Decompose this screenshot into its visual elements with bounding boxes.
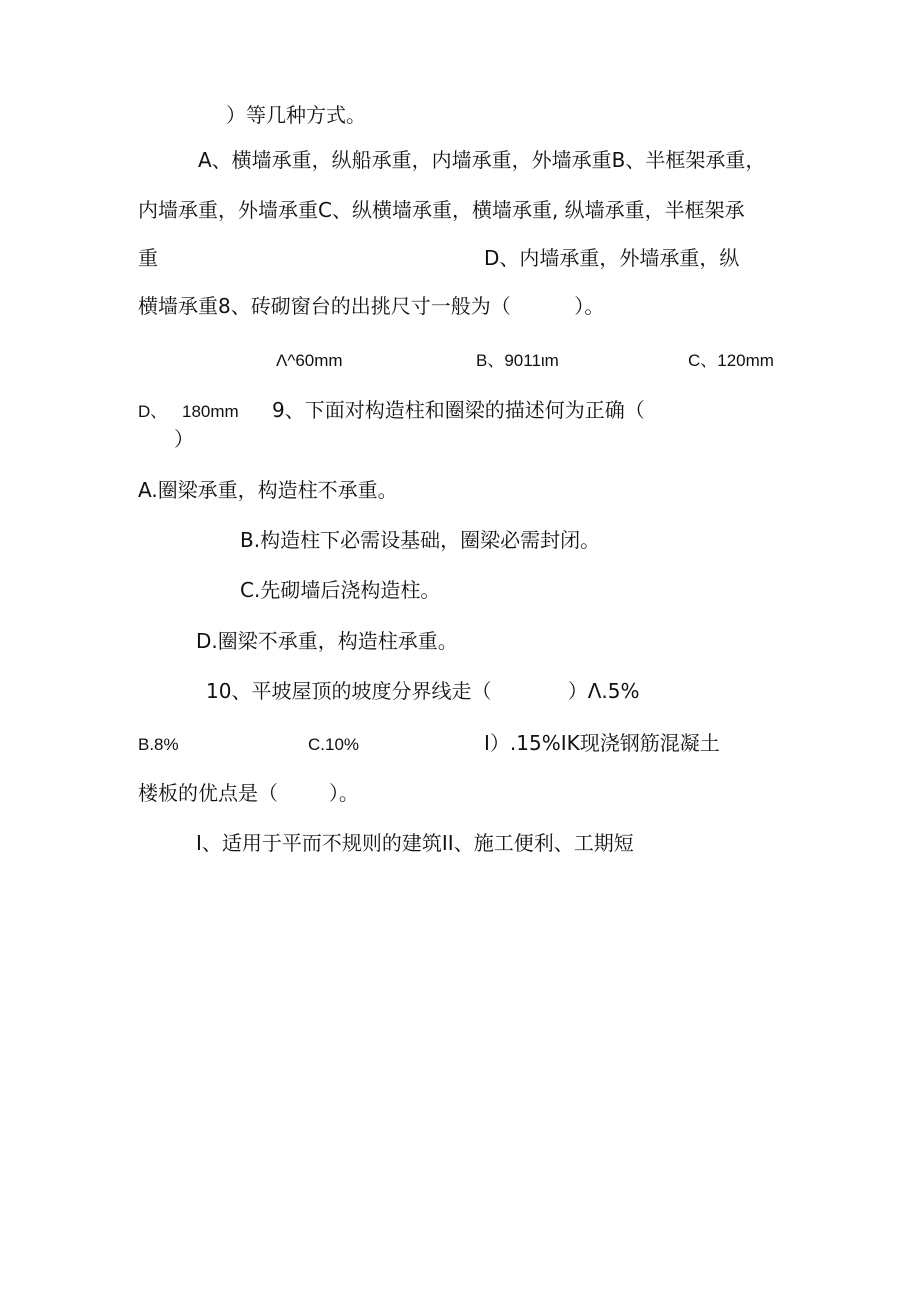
option-line: A.圈梁承重，构造柱不承重。 bbox=[138, 478, 398, 502]
option-a: Λ^60mm bbox=[276, 351, 343, 370]
option-line: C.先砌墙后浇构造柱。 bbox=[240, 578, 441, 602]
question-line: 横墙承重8、砖砌窗台的出挑尺寸一般为（ ）。 bbox=[138, 294, 605, 318]
option-c: C、120mm bbox=[688, 351, 774, 370]
option-d-value: 180mm bbox=[182, 402, 239, 421]
option-line: 重 bbox=[138, 246, 158, 270]
text-line: 楼板的优点是（ ）。 bbox=[138, 781, 359, 805]
option-b: B.8% bbox=[138, 735, 179, 754]
text-line: ）等几种方式。 bbox=[226, 103, 366, 127]
option-b: B、9011ιm bbox=[476, 351, 559, 370]
option-line: D.圈梁不承重，构造柱承重。 bbox=[196, 629, 458, 653]
text-line: ） bbox=[174, 427, 194, 451]
question-line: 10、平坡屋顶的坡度分界线走（ ）Λ.5% bbox=[206, 679, 640, 703]
option-line: B.构造柱下必需设基础，圈梁必需封闭。 bbox=[240, 528, 601, 552]
option-line: D、内墙承重，外墙承重，纵 bbox=[484, 246, 740, 270]
option-c: C.10% bbox=[308, 735, 360, 754]
option-line: 内墙承重，外墙承重C、纵横墙承重，横墙承重, 纵墙承重，半框架承 bbox=[138, 198, 745, 222]
option-line: I、适用于平而不规则的建筑II、施工便利、工期短 bbox=[196, 831, 634, 855]
question-line: I）.15%IK现浇钢筋混凝土 bbox=[484, 731, 720, 755]
question-line: 9、下面对构造柱和圈梁的描述何为正确（ bbox=[272, 398, 645, 422]
option-line: A、横墙承重，纵船承重，内墙承重，外墙承重B、半框架承重， bbox=[198, 148, 766, 172]
option-d: D、 bbox=[138, 402, 168, 421]
